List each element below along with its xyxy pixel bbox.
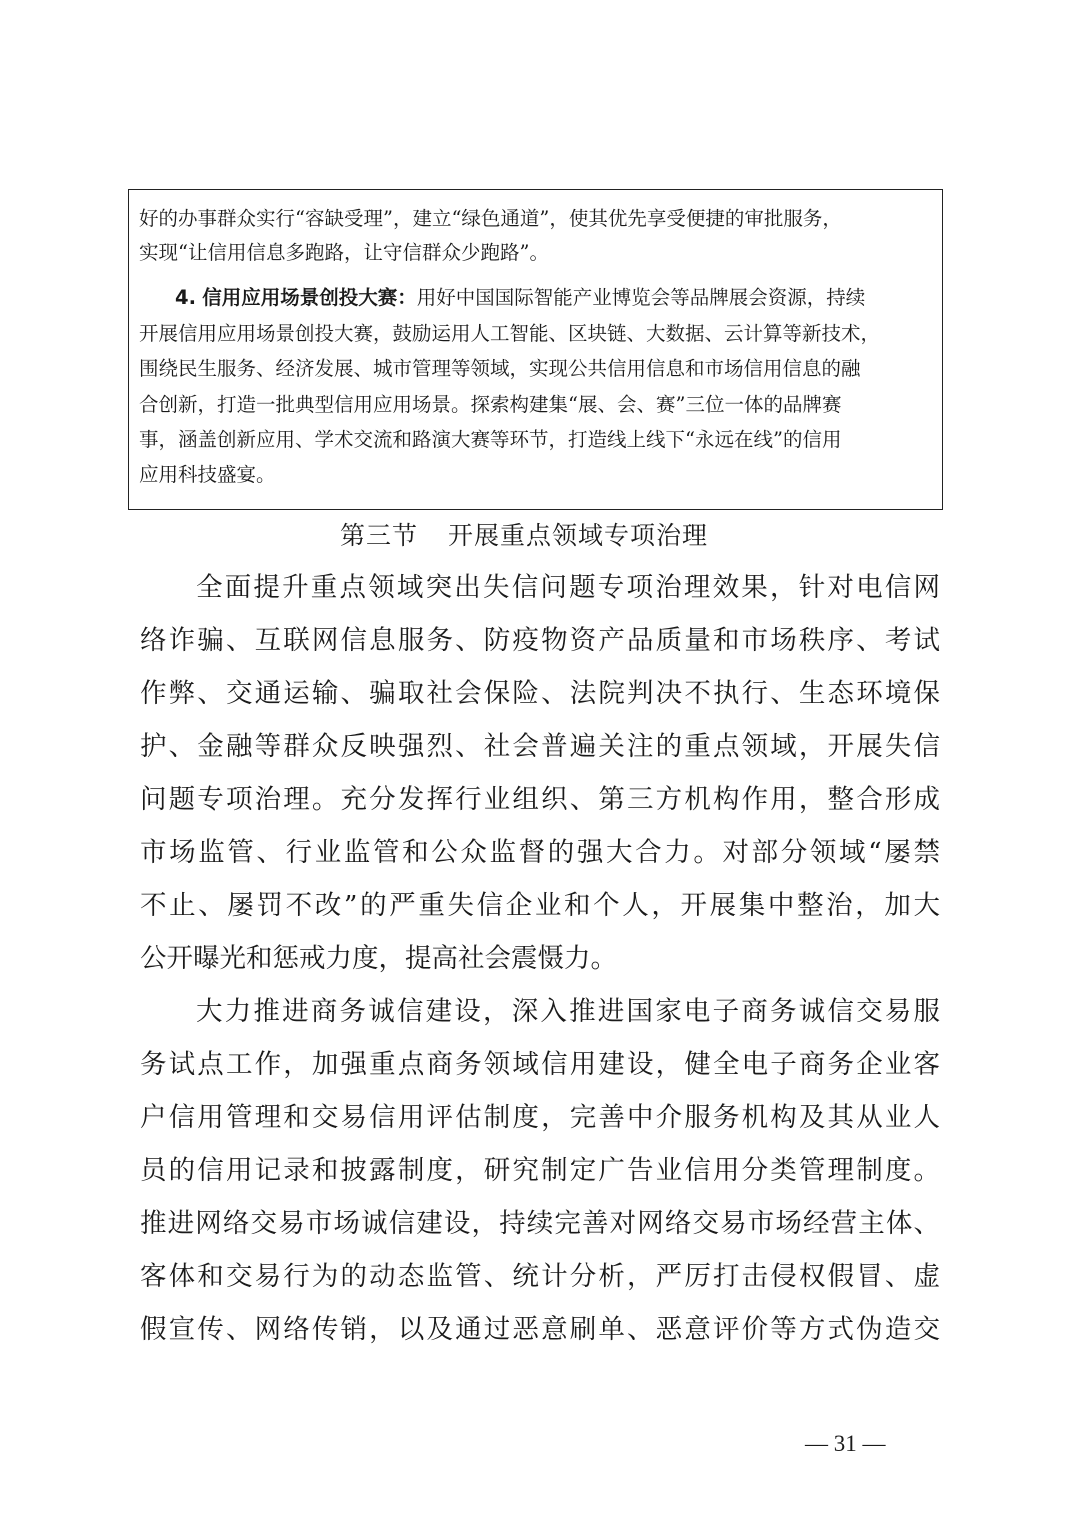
- box-line: 实现“让信用信息多跑路，让守信群众少跑路”。: [139, 241, 549, 264]
- highlight-box: [128, 189, 943, 510]
- paragraph-line: 不止、屡罚不改”的严重失信企业和个人，开展集中整治，加大: [140, 890, 940, 921]
- paragraph-line: 务试点工作，加强重点商务领域信用建设，健全电子商务企业客: [140, 1049, 940, 1080]
- paragraph-line: 公开曝光和惩戒力度，提高社会震慑力。: [140, 943, 617, 974]
- item-text: 用好中国国际智能产业博览会等品牌展会资源，持续: [416, 286, 866, 309]
- section-heading: [340, 514, 708, 558]
- box-line: 事，涵盖创新应用、学术交流和路演大赛等环节，打造线上线下“永远在线”的信用: [139, 428, 842, 451]
- paragraph-line: 护、金融等群众反映强烈、社会普遍关注的重点领域，开展失信: [140, 731, 940, 762]
- paragraph-line: 全面提升重点领域突出失信问题专项治理效果，针对电信网: [196, 572, 940, 603]
- item-title: 信用应用场景创投大赛：: [202, 286, 417, 309]
- section-label: 第三节: [340, 521, 419, 550]
- paragraph-line: 员的信用记录和披露制度，研究制定广告业信用分类管理制度。: [140, 1155, 940, 1186]
- paragraph-line: 络诈骗、互联网信息服务、防疫物资产品质量和市场秩序、考试: [140, 625, 940, 656]
- paragraph-line: 客体和交易行为的动态监管、统计分析，严厉打击侵权假冒、虚: [140, 1261, 940, 1292]
- box-item-4: [175, 281, 865, 315]
- paragraph-line: 作弊、交通运输、骗取社会保险、法院判决不执行、生态环境保: [140, 678, 940, 709]
- paragraph-line: 户信用管理和交易信用评估制度，完善中介服务机构及其从业人: [140, 1102, 940, 1133]
- box-line: 开展信用应用场景创投大赛，鼓励运用人工智能、区块链、大数据、云计算等新技术，: [139, 322, 881, 345]
- box-line: 好的办事群众实行“容缺受理”，建立“绿色通道”，使其优先享受便捷的审批服务，: [139, 207, 842, 230]
- paragraph-line: 市场监管、行业监管和公众监督的强大合力。对部分领域“屡禁: [140, 837, 940, 868]
- box-line: 合创新，打造一批典型信用应用场景。探索构建集“展、会、赛”三位一体的品牌赛: [139, 393, 842, 416]
- page-number: — 31 —: [805, 1431, 886, 1456]
- paragraph-line: 假宣传、网络传销，以及通过恶意刷单、恶意评价等方式伪造交: [140, 1314, 940, 1345]
- paragraph-line: 问题专项治理。充分发挥行业组织、第三方机构作用，整合形成: [140, 784, 940, 815]
- item-number: 4.: [175, 286, 196, 309]
- paragraph-line: 推进网络交易市场诚信建设，持续完善对网络交易市场经营主体、: [140, 1208, 940, 1239]
- paragraph-line: 大力推进商务诚信建设，深入推进国家电子商务诚信交易服: [196, 996, 940, 1027]
- box-line: 围绕民生服务、经济发展、城市管理等领域，实现公共信用信息和市场信用信息的融: [139, 357, 861, 380]
- box-line: 应用科技盛宴。: [139, 463, 276, 486]
- section-title: 开展重点领域专项治理: [448, 521, 709, 550]
